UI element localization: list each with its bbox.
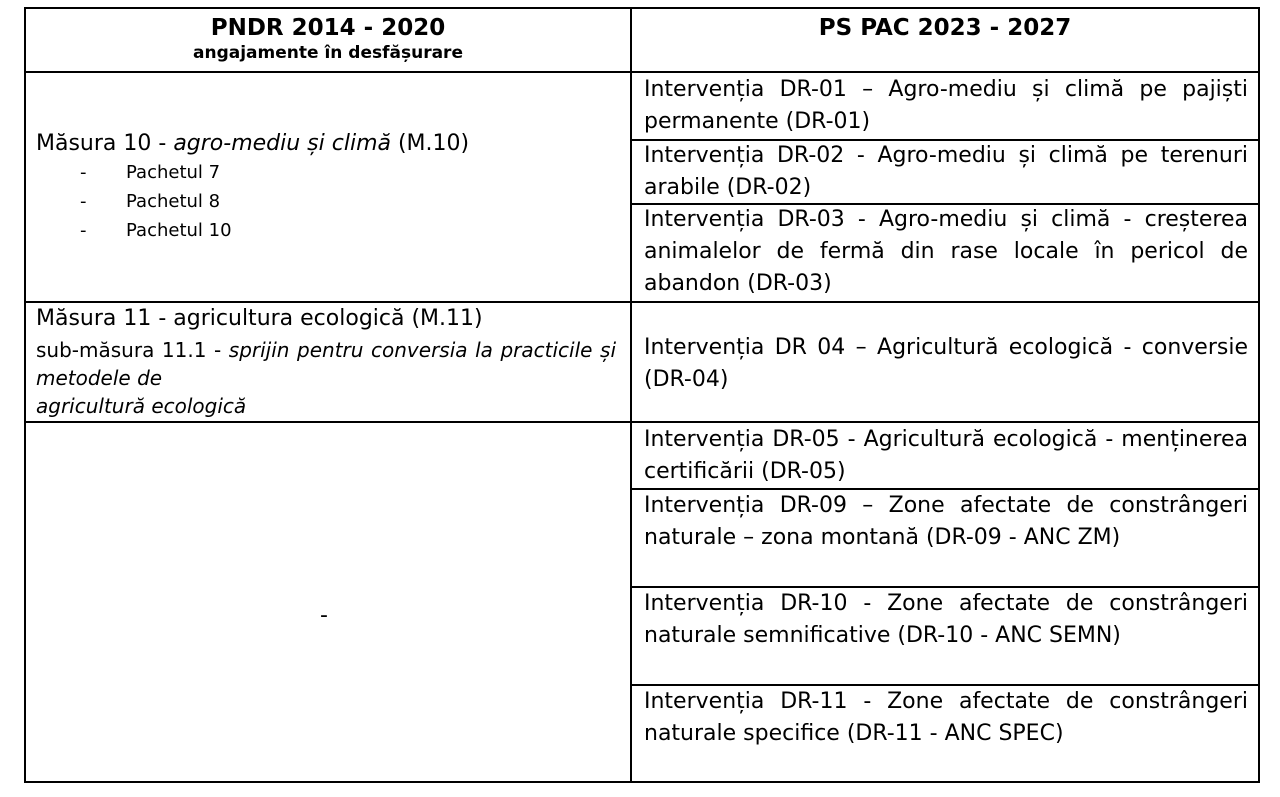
measure-11-title: Măsura 11 - agricultura ecologică (M.11) [36,306,483,331]
row-divider-m10-m11 [24,301,1260,303]
header-left-subtitle: angajamente în desfășurare [193,43,463,63]
intervention-dr-04: Intervenția DR 04 – Agricultură ecologică - conversie (DR-04) [644,335,1248,392]
measure-10-title: Măsura 10 - agro-mediu și climă (M.10) [36,131,470,156]
empty-cell-dash: - [320,603,328,628]
header-divider [24,71,1260,73]
header-right-title: PS PAC 2023 - 2027 [818,15,1072,41]
row-divider-m11-empty [24,421,1260,423]
measure-11-sub-end: agricultură ecologică [36,394,247,418]
intervention-dr-01: Intervenția DR-01 – Agro-mediu și climă pe pajiști permanente (DR-01) [644,77,1248,134]
intervention-dr-09: Intervenția DR-09 – Zone afectate de constrângeri naturale – zona montană (DR-09 - ANC ZM) [644,493,1248,550]
intervention-dr-11: Intervenția DR-11 - Zone afectate de constrângeri naturale specifice (DR-11 - ANC SPEC) [644,689,1248,746]
intervention-dr-10: Intervenția DR-10 - Zone afectate de constrângeri naturale semnificative (DR-10 - ANC SEMN) [644,591,1248,648]
header-right [632,14,1258,42]
intervention-dr-05: Intervenția DR-05 - Agricultură ecologică - menținerea certificării (DR-05) [644,427,1248,484]
measure-11-sub: sub-măsura 11.1 - sprijin pentru conversia la practicile și metodele de [36,338,616,390]
intervention-dr-02: Intervenția DR-02 - Agro-mediu și climă pe terenuri arabile (DR-02) [644,143,1248,200]
header-left-title: PNDR 2014 - 2020 [210,15,446,41]
column-divider [630,7,632,783]
header-left [26,14,630,64]
intervention-dr-03: Intervenția DR-03 - Agro-mediu și climă - creșterea animalelor de fermă din rase locale în pericol de abandon (DR-03) [644,207,1248,296]
